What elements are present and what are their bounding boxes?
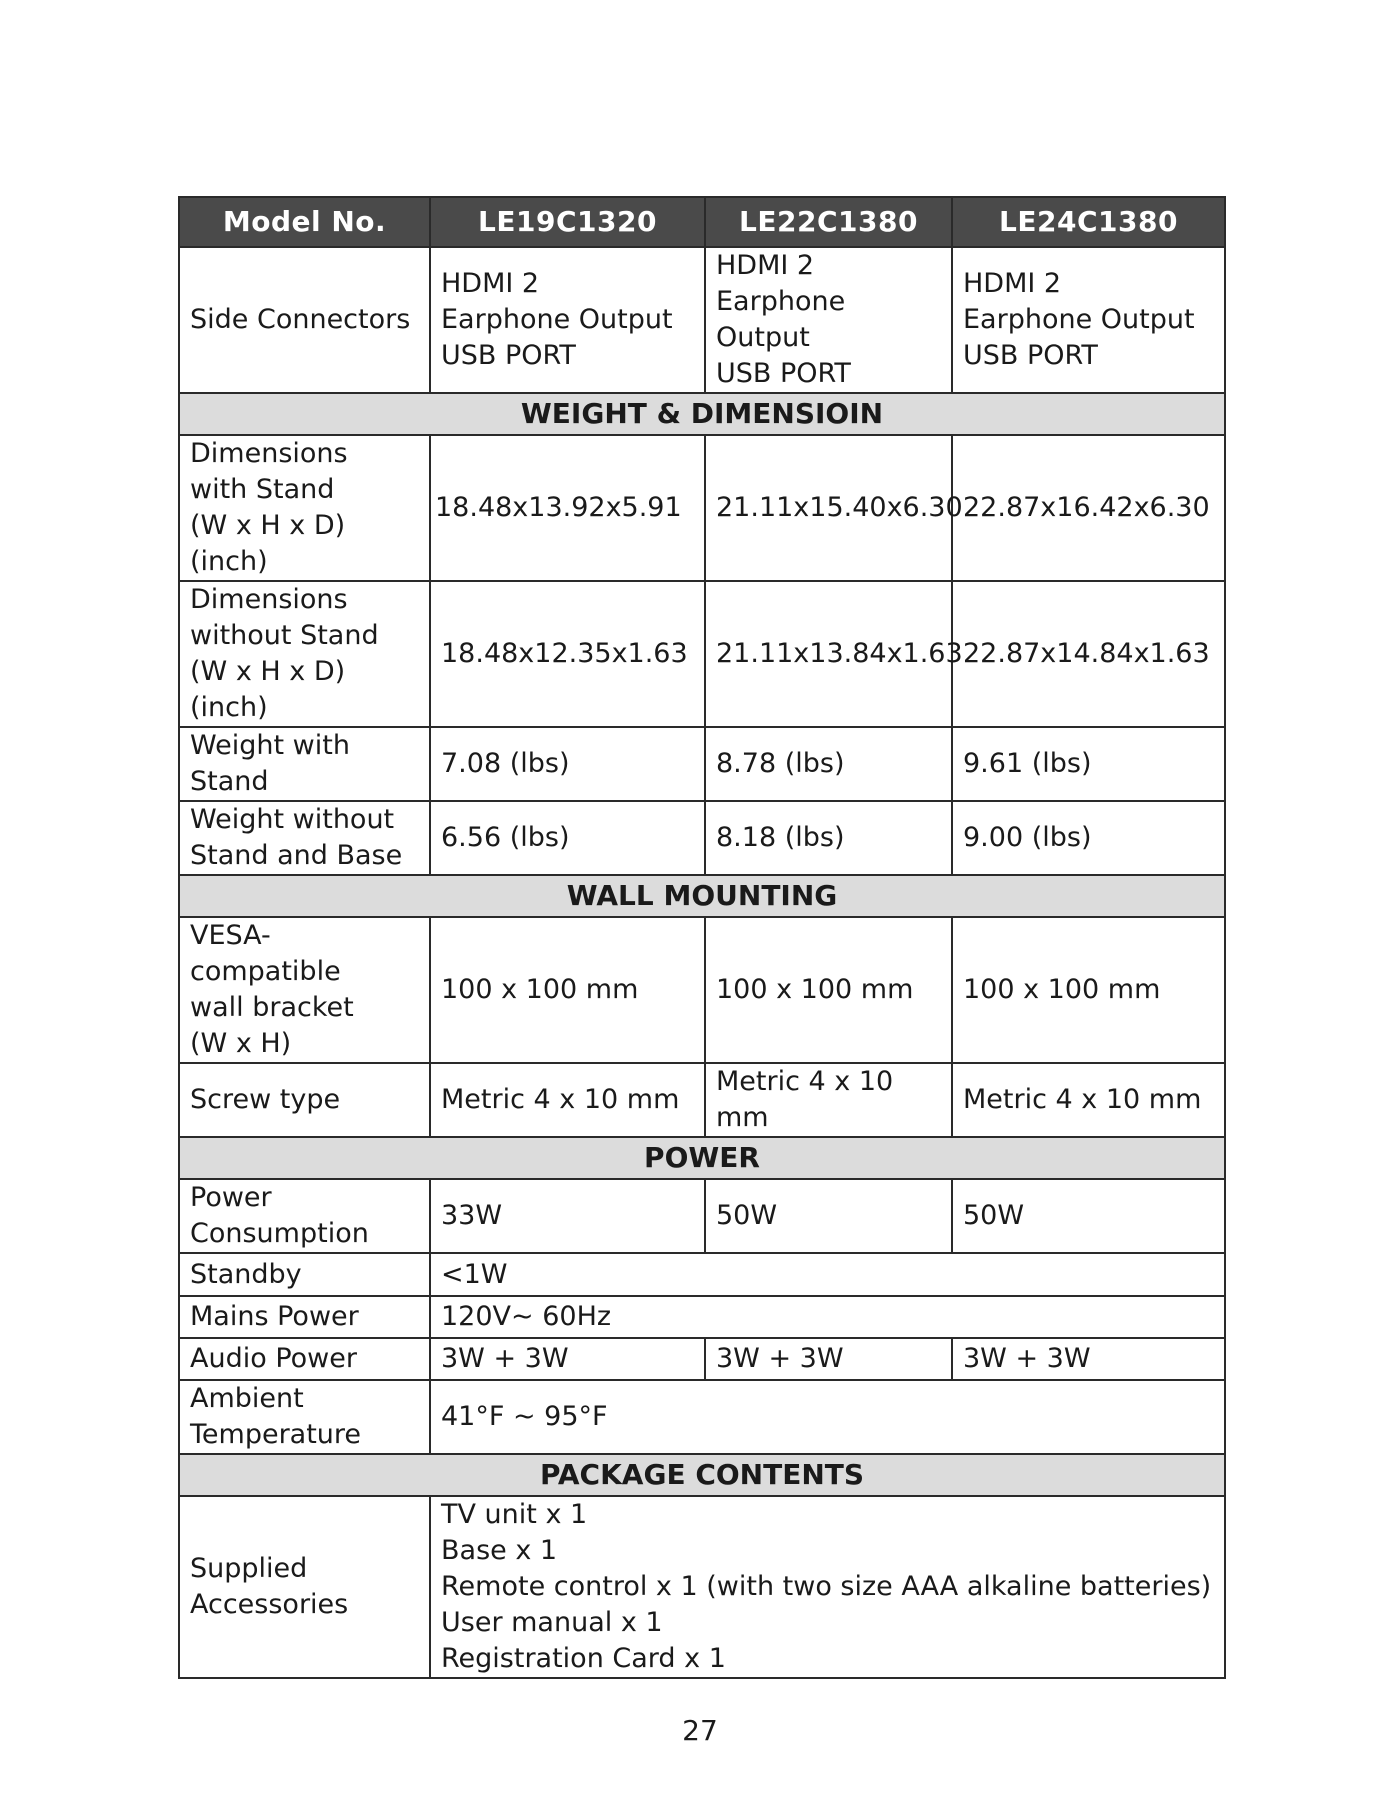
section-row	[179, 1137, 1225, 1179]
section-title: WALL MOUNTING	[179, 875, 1225, 917]
model-header: LE22C1380	[705, 197, 952, 247]
table-cell: Metric 4 x 10 mm	[952, 1063, 1225, 1137]
cell-line: HDMI 2	[716, 250, 815, 281]
table-cell: 21.11x15.40x6.30	[705, 435, 952, 581]
table-row	[179, 1296, 1225, 1338]
section-title: POWER	[179, 1137, 1225, 1179]
table-cell: 3W + 3W	[430, 1338, 705, 1380]
table-row	[179, 247, 1225, 393]
label-line: Accessories	[190, 1589, 349, 1620]
table-cell: 8.78 (lbs)	[705, 727, 952, 801]
label-line: without Stand	[190, 620, 379, 651]
list-item: Registration Card x 1	[441, 1643, 726, 1674]
table-row	[179, 435, 1225, 581]
table-row	[179, 1063, 1225, 1137]
label-line: Stand and Base	[190, 840, 403, 871]
model-header: LE19C1320	[430, 197, 705, 247]
row-label: Standby	[179, 1253, 430, 1296]
list-item: Base x 1	[441, 1535, 558, 1566]
table-row	[179, 917, 1225, 1063]
specifications-table	[178, 196, 1226, 1679]
row-label	[179, 1496, 430, 1678]
list-item: User manual x 1	[441, 1607, 663, 1638]
label-line: Dimensions	[190, 584, 348, 615]
cell-line: Earphone Output	[716, 286, 846, 353]
cell-line: HDMI 2	[963, 268, 1062, 299]
table-row	[179, 1338, 1225, 1380]
label-line: Supplied	[190, 1553, 308, 1584]
accessories-list	[430, 1496, 1225, 1678]
section-title: PACKAGE CONTENTS	[179, 1454, 1225, 1496]
list-item: Remote control x 1 (with two size AAA alkaline batteries)	[441, 1571, 1212, 1602]
row-label	[179, 1380, 430, 1454]
table-cell: 100 x 100 mm	[952, 917, 1225, 1063]
table-cell: 22.87x14.84x1.63	[952, 581, 1225, 727]
table-cell: 22.87x16.42x6.30	[952, 435, 1225, 581]
label-line: Temperature	[190, 1419, 362, 1450]
cell-line: Earphone Output	[963, 304, 1195, 335]
row-label	[179, 1179, 430, 1253]
row-label: Mains Power	[179, 1296, 430, 1338]
table-cell	[430, 247, 705, 393]
label-line: (W x H)	[190, 1028, 292, 1059]
section-row	[179, 875, 1225, 917]
table-cell: 18.48x12.35x1.63	[430, 581, 705, 727]
table-row	[179, 1179, 1225, 1253]
table-row	[179, 1496, 1225, 1678]
table-cell	[705, 247, 952, 393]
table-cell: 41°F ~ 95°F	[430, 1380, 1225, 1454]
cell-line: HDMI 2	[441, 268, 540, 299]
cell-line: USB PORT	[963, 340, 1098, 371]
table-cell: 120V∼ 60Hz	[430, 1296, 1225, 1338]
cell-line: Earphone Output	[441, 304, 673, 335]
label-line: VESA-compatible	[190, 920, 341, 987]
table-cell: 100 x 100 mm	[705, 917, 952, 1063]
table-row	[179, 801, 1225, 875]
table-row	[179, 1253, 1225, 1296]
label-line: Dimensions	[190, 438, 348, 469]
page-number: 27	[682, 1714, 718, 1747]
table-cell: 100 x 100 mm	[430, 917, 705, 1063]
table-cell	[952, 247, 1225, 393]
table-row	[179, 581, 1225, 727]
label-line: with Stand	[190, 474, 335, 505]
row-label: Side Connectors	[179, 247, 430, 393]
table-cell: 50W	[705, 1179, 952, 1253]
label-line: Ambient	[190, 1383, 304, 1414]
table-cell: 9.61 (lbs)	[952, 727, 1225, 801]
cell-line: USB PORT	[441, 340, 576, 371]
table-cell: Metric 4 x 10 mm	[430, 1063, 705, 1137]
table-row	[179, 727, 1225, 801]
row-label: Weight with Stand	[179, 727, 430, 801]
table-cell: 3W + 3W	[952, 1338, 1225, 1380]
model-header: LE24C1380	[952, 197, 1225, 247]
cell-line: USB PORT	[716, 358, 851, 389]
table-row	[179, 1380, 1225, 1454]
table-cell: 18.48x13.92x5.91	[430, 435, 705, 581]
table-cell: <1W	[430, 1253, 1225, 1296]
table-cell: 33W	[430, 1179, 705, 1253]
label-line: Power	[190, 1182, 272, 1213]
table-header-row	[179, 197, 1225, 247]
label-line: (W x H x D)(inch)	[190, 656, 346, 723]
row-label	[179, 435, 430, 581]
table-cell: 9.00 (lbs)	[952, 801, 1225, 875]
section-row	[179, 1454, 1225, 1496]
table-cell: 8.18 (lbs)	[705, 801, 952, 875]
table-cell: 6.56 (lbs)	[430, 801, 705, 875]
table-cell: 21.11x13.84x1.63	[705, 581, 952, 727]
row-label: Audio Power	[179, 1338, 430, 1380]
row-label: Screw type	[179, 1063, 430, 1137]
section-title: WEIGHT & DIMENSIOIN	[179, 393, 1225, 435]
label-line: (W x H x D)(inch)	[190, 510, 346, 577]
table-cell: 7.08 (lbs)	[430, 727, 705, 801]
table-cell: Metric 4 x 10 mm	[705, 1063, 952, 1137]
table-cell: 3W + 3W	[705, 1338, 952, 1380]
label-line: Weight without	[190, 804, 395, 835]
label-line: wall bracket	[190, 992, 354, 1023]
model-no-header: Model No.	[179, 197, 430, 247]
row-label	[179, 581, 430, 727]
section-row	[179, 393, 1225, 435]
table-cell: 50W	[952, 1179, 1225, 1253]
row-label	[179, 917, 430, 1063]
label-line: Consumption	[190, 1218, 369, 1249]
row-label	[179, 801, 430, 875]
list-item: TV unit x 1	[441, 1499, 588, 1530]
